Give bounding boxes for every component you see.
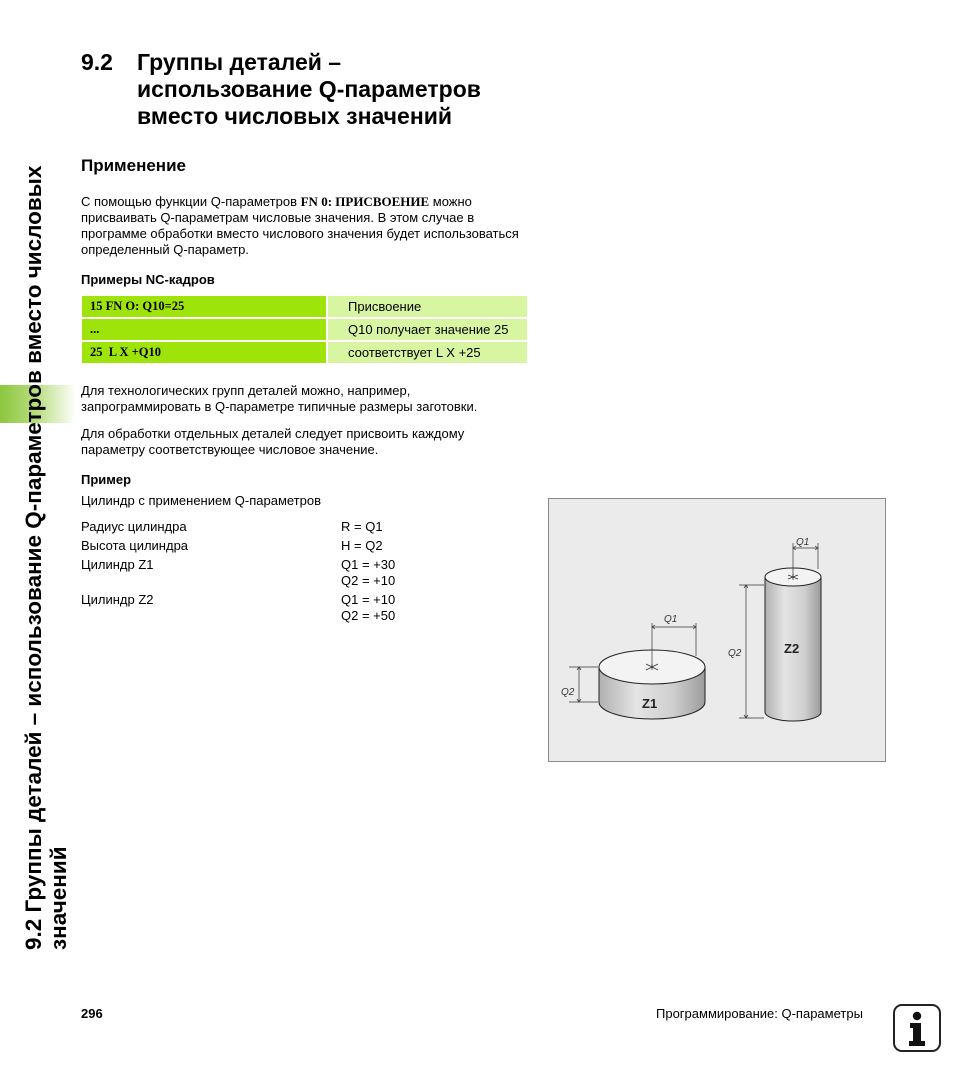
footer-chapter-title: Программирование: Q-параметры (656, 1006, 863, 1021)
table-row (82, 319, 527, 340)
example-label: Цилиндр Z1 (81, 557, 154, 572)
example-caption: Цилиндр с применением Q-параметров (81, 493, 321, 508)
cylinders-figure (548, 498, 886, 762)
nc-description: соответствует L X +25 (328, 342, 527, 363)
example-value: Q1 = +30 Q2 = +10 (341, 557, 396, 588)
nc-code: 25 L X +Q10 (82, 342, 326, 363)
section-title: Группы деталей – использование Q-параметров вместо числовых значений (137, 49, 481, 129)
z1-q1-dimension: Q1 (664, 614, 678, 625)
example-value: H = Q2 (341, 538, 383, 553)
nc-examples-table (82, 294, 527, 365)
example-value: R = Q1 (341, 519, 383, 534)
z1-q2-dimension: Q2 (561, 687, 575, 698)
subsection-title: Применение (81, 156, 186, 175)
example-heading: Пример (81, 472, 132, 487)
z2-q1-dimension: Q1 (796, 537, 810, 548)
example-label: Цилиндр Z2 (81, 592, 154, 607)
z1-label: Z1 (642, 696, 658, 711)
nc-description: Q10 получает значение 25 (328, 319, 527, 340)
cylinder-z2 (739, 543, 821, 721)
cylinder-z1 (569, 623, 705, 719)
nc-examples-heading: Примеры NC-кадров (81, 272, 215, 287)
page-number: 296 (81, 1006, 103, 1021)
table-row (82, 342, 527, 363)
function-name: FN 0: ПРИСВОЕНИЕ (300, 194, 430, 209)
side-chapter-title: 9.2 Группы деталей – использование Q-параметров вместо числовых значений (21, 165, 71, 950)
nc-code: 15 FN O: Q10=25 (82, 296, 326, 317)
paragraph-individual-parts: Для обработки отдельных деталей следует присвоить каждому параметру соответствующее числовое значение. (81, 426, 465, 457)
section-number: 9.2 (81, 49, 113, 75)
paragraph-tech-groups: Для технологических групп деталей можно, например, запрограммировать в Q-параметре типичные размеры заготовки. (81, 383, 478, 414)
intro-text-end: можно присваивать Q-параметрам числовые значения. В этом случае в программе обработки вместо числового значения будет использоваться определенный Q-параметр. (81, 194, 519, 257)
intro-paragraph (81, 194, 531, 258)
nc-description: Присвоение (328, 296, 527, 317)
table-row (82, 296, 527, 317)
info-icon (893, 1004, 941, 1052)
z2-label: Z2 (784, 641, 800, 656)
z2-q2-dimension: Q2 (728, 648, 742, 659)
example-label: Радиус цилиндра (81, 519, 187, 534)
example-value: Q1 = +10 Q2 = +50 (341, 592, 396, 623)
intro-text-start: С помощью функции Q-параметров (81, 194, 301, 209)
nc-code: ... (82, 319, 326, 340)
example-label: Высота цилиндра (81, 538, 189, 553)
